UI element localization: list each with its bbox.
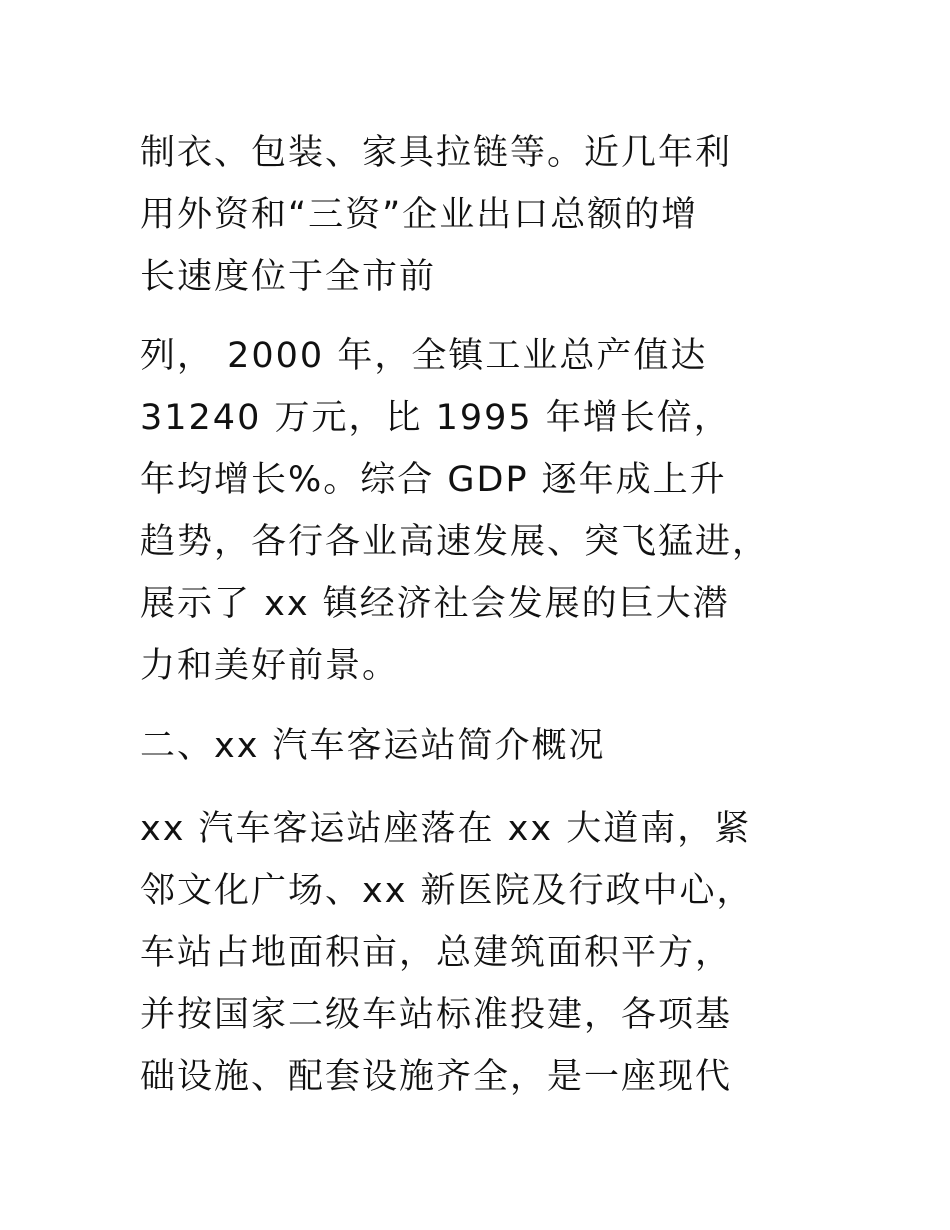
text-line: 并按国家二级车站标准投建，各项基	[140, 995, 733, 1035]
section-title: 二、xx 汽车客运站简介概况	[140, 726, 606, 766]
text-line: 用外资和“三资”企业出口总额的增	[140, 195, 699, 235]
text-line: 年均增长%。综合 GDP 逐年成上升	[140, 460, 727, 500]
text-line: 列， 2000 年，全镇工业总产值达	[140, 336, 708, 376]
text-line: 车站占地面积亩，总建筑面积平方，	[140, 933, 733, 973]
text-line: 础设施、配套设施齐全，是一座现代	[140, 1057, 733, 1097]
text-line: 邻文化广场、xx 新医院及行政中心，	[140, 871, 754, 911]
paragraph-station-overview	[140, 798, 860, 1108]
text-line: 展示了 xx 镇经济社会发展的巨大潜	[140, 584, 730, 624]
text-line: 制衣、包装、家具拉链等。近几年利	[140, 133, 733, 173]
paragraph-output-value	[140, 325, 860, 697]
text-line: 31240 万元，比 1995 年增长倍，	[140, 398, 731, 438]
paragraph-industry-growth	[140, 122, 860, 308]
text-line: xx 汽车客运站座落在 xx 大道南，紧	[140, 809, 752, 849]
section-heading	[140, 715, 860, 777]
text-line: 趋势，各行各业高速发展、突飞猛进，	[140, 522, 770, 562]
text-line: 长速度位于全市前	[140, 257, 437, 297]
text-line: 力和美好前景。	[140, 646, 400, 686]
